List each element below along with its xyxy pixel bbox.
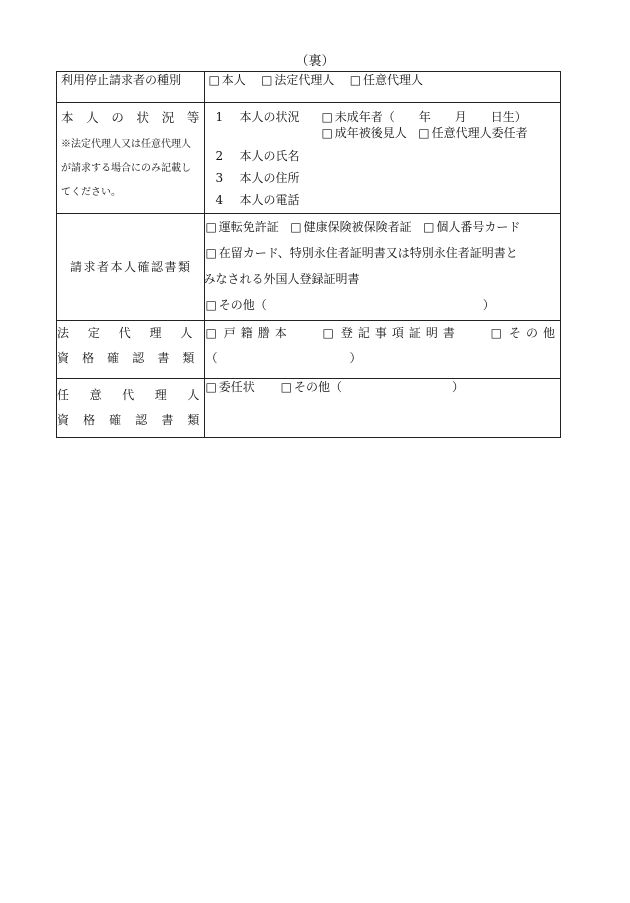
checkbox-adult-ward[interactable]: □ 成年被後見人 bbox=[321, 126, 407, 141]
person-status-label: 本 人 の 状 況 等 bbox=[61, 110, 200, 125]
identity-docs-content bbox=[205, 214, 561, 321]
checkbox-minor[interactable]: □ 未成年者（ 年 月 日生） bbox=[321, 110, 527, 124]
checkbox-power-of-attorney[interactable]: □ 委任状 bbox=[205, 380, 255, 394]
identity-docs-label-cell bbox=[57, 214, 205, 321]
voluntary-agent-docs-label: 任 意 代 理 人 資 格 確 認 書 類 bbox=[57, 379, 205, 438]
row-person-status bbox=[57, 103, 561, 214]
identity-docs-line-1 bbox=[205, 214, 560, 240]
checkbox-self[interactable]: □ 本人 bbox=[208, 73, 246, 87]
checkbox-registry-certificate[interactable]: □ 登記事項証明書 bbox=[322, 326, 460, 340]
page-title: （裏） bbox=[295, 54, 335, 69]
row-voluntary-agent-docs bbox=[57, 379, 561, 438]
legal-agent-docs-label: 法 定 代 理 人 資 格 確 認 書 類 bbox=[57, 321, 205, 379]
status-item-1-sub bbox=[205, 125, 560, 141]
status-item-4[interactable]: 4 本人の電話 bbox=[215, 193, 300, 208]
status-item-1: 1 本人の状況 □ 未成年者（ 年 月 日生） bbox=[215, 110, 527, 124]
checkbox-legal-agent-other[interactable]: □ その他 bbox=[490, 326, 560, 340]
residence-card-continued: みなされる外国人登録証明書 bbox=[203, 272, 360, 286]
checkbox-voluntary-agent[interactable]: □ 任意代理人 bbox=[349, 73, 424, 87]
status-item-2[interactable]: 2 本人の氏名 bbox=[215, 149, 300, 164]
requester-type-options bbox=[205, 72, 561, 103]
checkbox-voluntary-principal[interactable]: □ 任意代理人委任者 bbox=[418, 126, 528, 141]
person-status-content bbox=[205, 103, 561, 214]
row-requester-type bbox=[57, 72, 561, 103]
status-item-3[interactable]: 3 本人の住所 bbox=[215, 171, 300, 186]
checkbox-drivers-license[interactable]: □ 運転免許証 bbox=[205, 220, 279, 234]
legal-agent-other-paren: （ ） bbox=[205, 351, 362, 365]
person-status-note: ※法定代理人又は任意代理人が請求する場合にのみ記載してください。 bbox=[61, 138, 191, 198]
requester-type-label: 利用停止請求者の種別 bbox=[57, 72, 205, 103]
checkbox-legal-agent[interactable]: □ 法定代理人 bbox=[261, 73, 335, 87]
checkbox-residence-card[interactable]: □ 在留カード、特別永住者証明書又は特別永住者証明書と bbox=[205, 246, 518, 260]
stop-request-form-table bbox=[56, 71, 561, 438]
checkbox-health-insurance[interactable]: □ 健康保険被保険者証 bbox=[290, 220, 412, 234]
legal-agent-docs-content bbox=[205, 321, 561, 379]
checkbox-voluntary-agent-other[interactable]: □ その他（ ） bbox=[280, 380, 464, 394]
checkbox-identity-other[interactable]: □ その他（ ） bbox=[205, 298, 495, 312]
checkbox-my-number-card[interactable]: □ 個人番号カード bbox=[423, 220, 521, 234]
person-status-label-cell bbox=[57, 103, 205, 214]
identity-docs-label: 請求者本人確認書類 bbox=[69, 259, 192, 274]
voluntary-agent-docs-content bbox=[205, 379, 561, 438]
checkbox-family-register[interactable]: □ 戸籍謄本 bbox=[205, 326, 292, 340]
row-identity-docs bbox=[57, 214, 561, 321]
row-legal-agent-docs bbox=[57, 321, 561, 379]
